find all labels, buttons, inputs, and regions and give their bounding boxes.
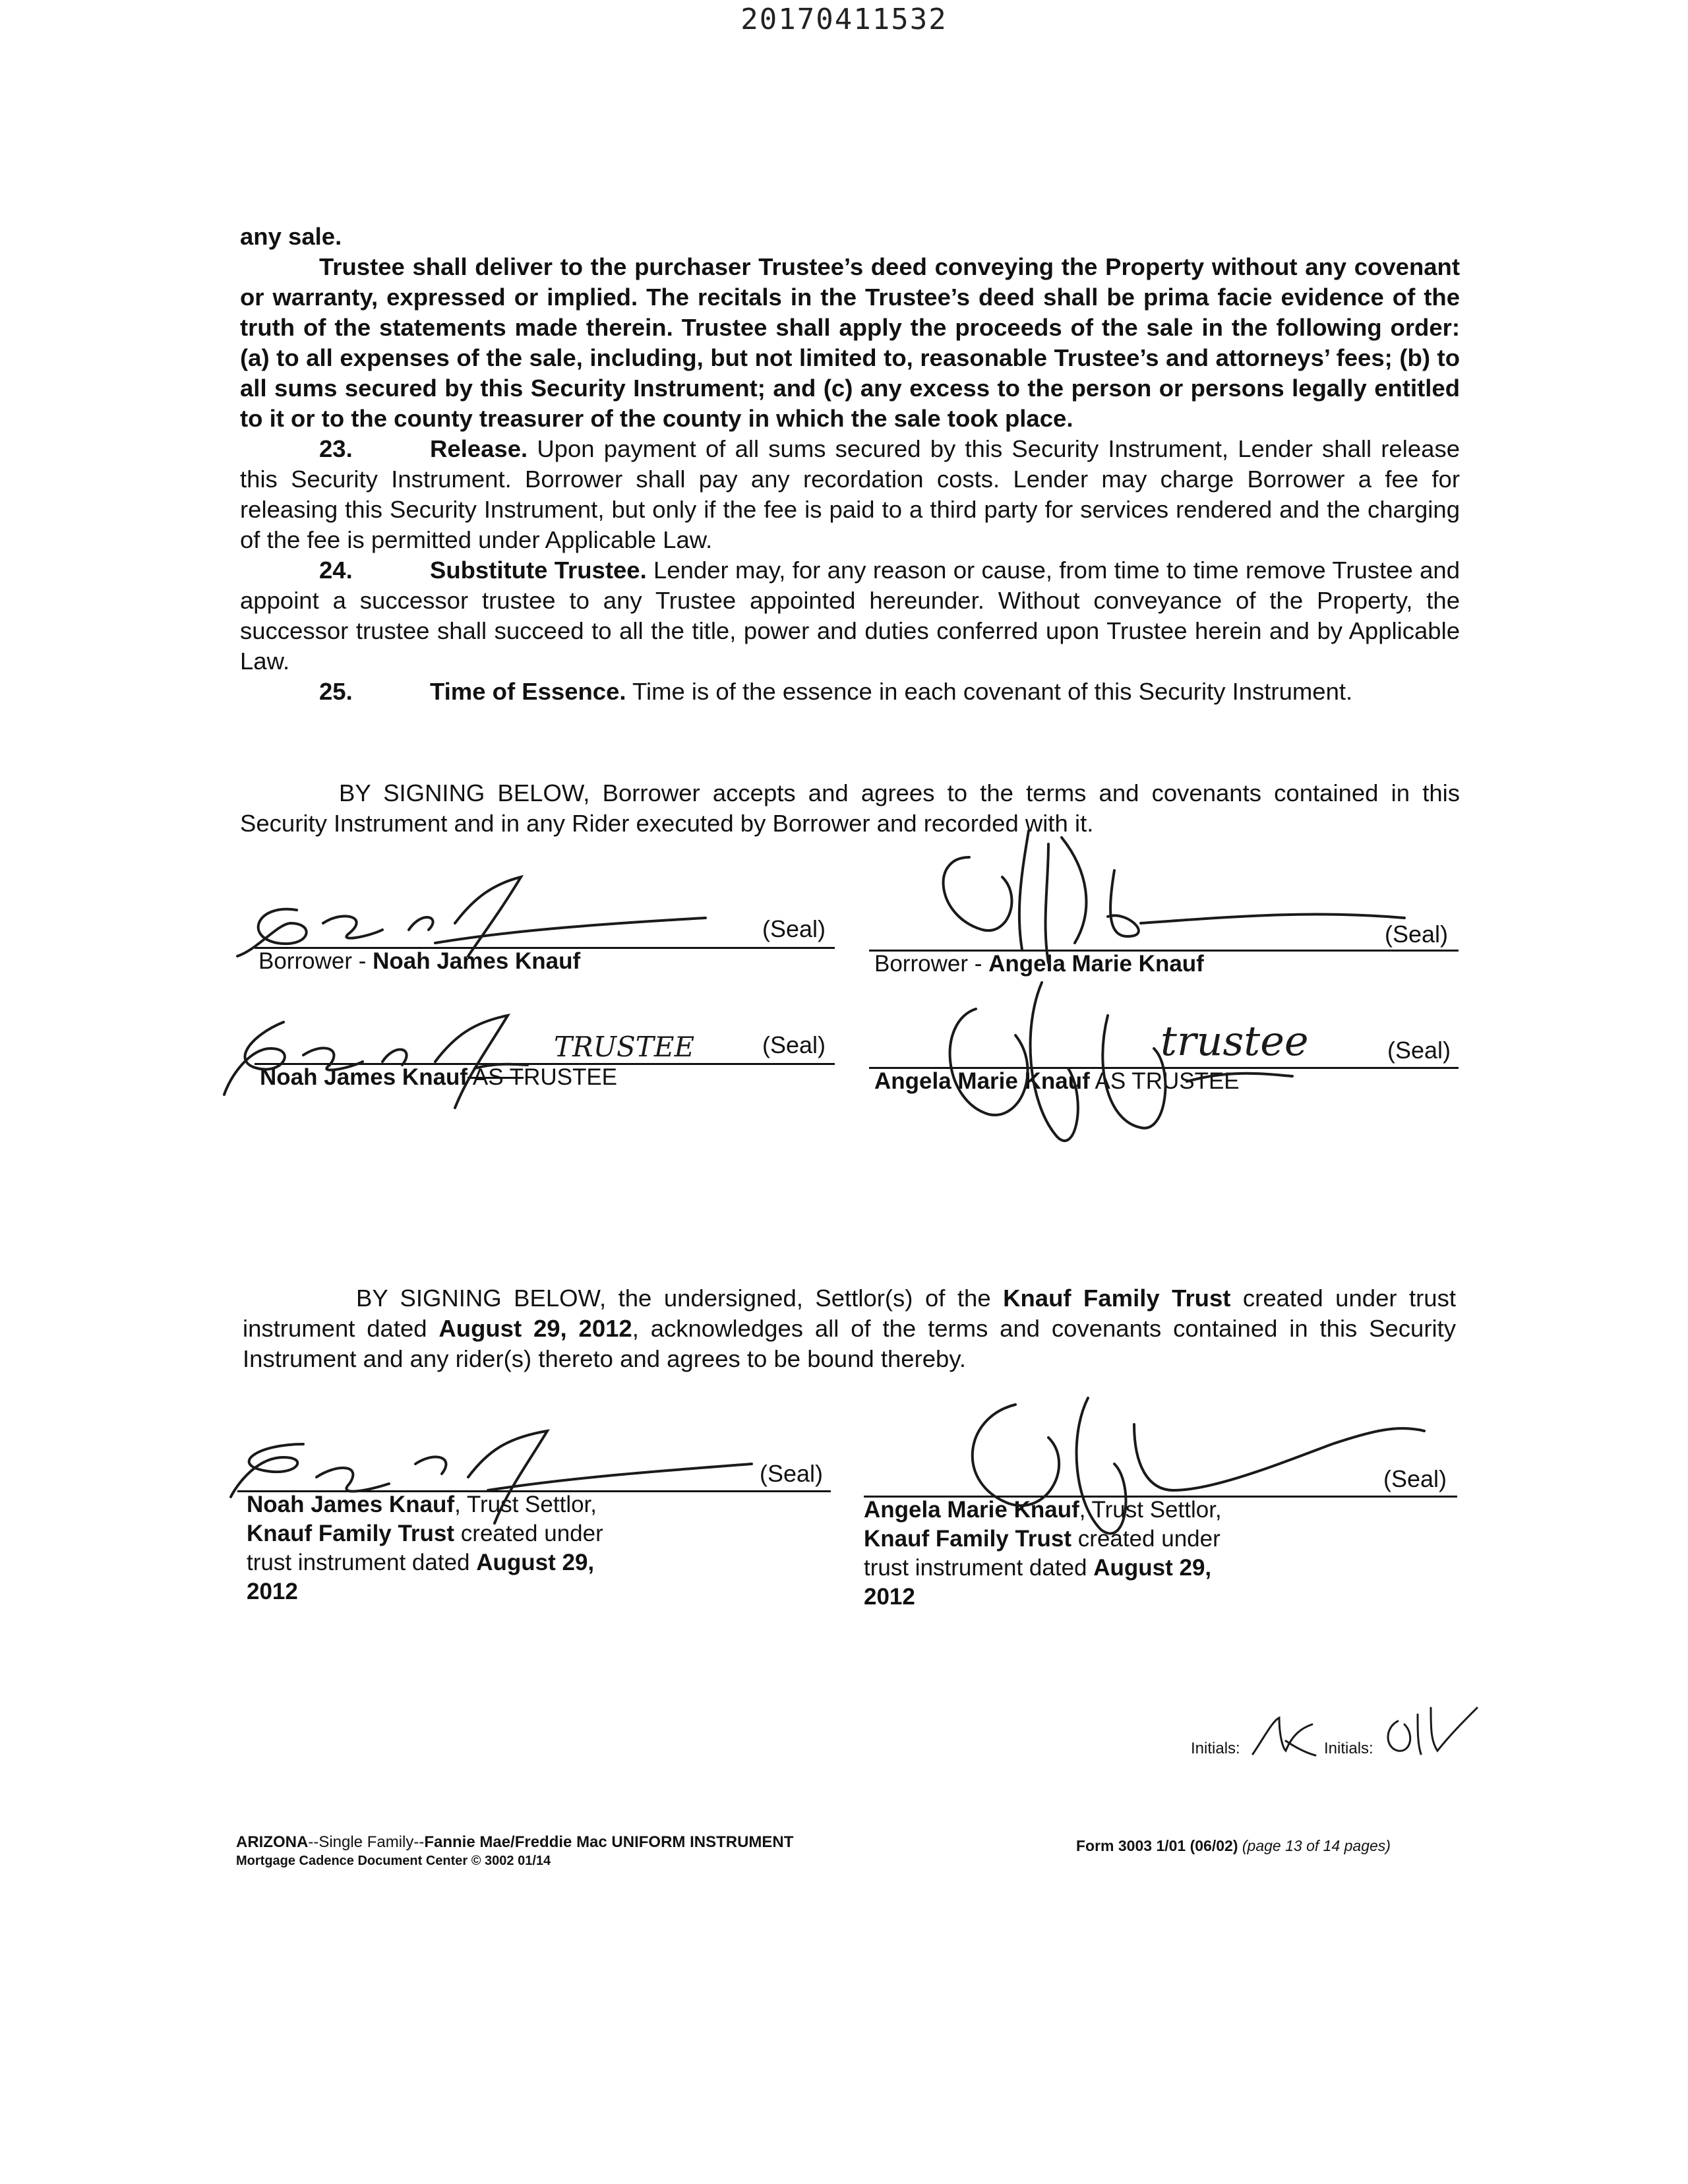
seal-label: (Seal) — [762, 1031, 826, 1058]
initials-mark-2 — [1378, 1695, 1484, 1761]
section-title: Time of Essence. — [430, 678, 626, 705]
trust-date: August 29, 2012 — [438, 1315, 632, 1342]
initials-label-2: Initials: — [1324, 1740, 1373, 1757]
created-under: created under — [454, 1521, 603, 1546]
footer-document-center: Mortgage Cadence Document Center © 3002 01/14 — [236, 1854, 551, 1868]
section-number: 25. — [319, 678, 353, 705]
by-signing-borrower: BY SIGNING BELOW, Borrower accepts and agrees to the terms and covenants contained in this Security Instrument and in any Rider executed by Borrower and recorded with it. — [240, 779, 1460, 837]
trustee-name: Angela Marie Knauf — [874, 1068, 1090, 1094]
paragraph-trustee-deed: Trustee shall deliver to the purchaser Trustee’s deed conveying the Property without any covenant or warranty, expressed or implied. The recitals in the Trustee’s deed shall be prima facie evidence of the truth of the statements made therein. Trustee shall apply the proceeds of the sale in the following order: (a) to all expenses of the sale, including, but not limited to, reasonable Trustee’s and attorneys’ fees; (b) to all sums secured by this Security Instrument; and (c) any excess to the person or persons legally entitled to it or to the county treasurer of the county in which the sale took place. — [240, 253, 1460, 432]
ack-text: BY SIGNING BELOW, the undersigned, Settlor(s) of the — [356, 1285, 1004, 1312]
section-text: Upon payment of all sums secured by this Security Instrument, Lender shall release this Security Instrument. Borrower shall pay any recordation costs. Lender may charge Borrower a fee for releasing this Security Instrument, but only if the fee is paid to a third party for services rendered and the charging of the fee is permitted under Applicable Law. — [240, 435, 1460, 553]
seal-label: (Seal) — [762, 915, 826, 942]
trustee-suffix: AS TRUSTEE — [1089, 1068, 1240, 1094]
initials-mark-1 — [1246, 1714, 1319, 1761]
footer-instrument: Fannie Mae/Freddie Mac UNIFORM INSTRUMENT — [424, 1833, 794, 1851]
by-signing-settlors — [243, 1283, 1456, 1374]
footer-left — [236, 1833, 793, 1870]
trust-name: Knauf Family Trust — [247, 1521, 455, 1546]
trust-name: Knauf Family Trust — [864, 1526, 1072, 1552]
dated-prefix: trust instrument dated — [247, 1550, 477, 1575]
section-24 — [240, 555, 1460, 677]
seal-label: (Seal) — [1387, 1037, 1451, 1064]
trust-name: Knauf Family Trust — [1003, 1285, 1231, 1312]
dated-prefix: trust instrument dated — [864, 1555, 1094, 1581]
trustee-suffix: RUSTEE — [524, 1064, 618, 1090]
seal-label: (Seal) — [1385, 921, 1449, 948]
initials-label-1: Initials: — [1191, 1740, 1240, 1757]
seal-label: (Seal) — [1383, 1465, 1447, 1492]
section-text: Lender may, for any reason or cause, from time to time remove Trustee and appoint a successor trustee to any Trustee appointed hereunder. Without conveyance of the Property, the successor trustee shall succeed to all the title, power and duties conferred upon Trustee herein and by Applicable Law. — [240, 557, 1460, 675]
dated-year: 2012 — [864, 1584, 915, 1610]
section-title: Substitute Trustee. — [430, 557, 647, 584]
seal-label: (Seal) — [760, 1460, 824, 1487]
settlor-acknowledgement — [243, 1283, 1456, 1374]
dated-date: August 29, — [476, 1550, 595, 1575]
section-title: Release. — [430, 435, 528, 462]
borrower-prefix: Borrower - — [874, 951, 989, 977]
document-body — [240, 222, 1460, 707]
settlor-role: , Trust Settlor, — [454, 1492, 597, 1517]
ack-text: , acknowledges all of the terms and covenants contained in this Security Instrument and any rider(s) thereto and agrees to be bound thereby. — [243, 1315, 1456, 1372]
borrower-name: Angela Marie Knauf — [988, 951, 1204, 977]
struck-text: AS T — [467, 1064, 524, 1090]
section-number: 23. — [319, 435, 353, 462]
section-number: 24. — [319, 557, 353, 584]
section-text: Time is of the essence in each covenant of this Security Instrument. — [626, 678, 1353, 705]
footer-type: --Single Family-- — [308, 1833, 425, 1851]
section-25 — [240, 677, 1460, 707]
signature-angela-settlor — [936, 1385, 1451, 1556]
handwritten-trustee-1: TRUSTEE — [554, 1031, 695, 1063]
created-under: created under — [1071, 1526, 1221, 1552]
settlor-role: , Trust Settlor, — [1079, 1497, 1222, 1523]
signature-noah-trustee — [211, 1002, 738, 1134]
handwritten-trustee-2: trustee — [1160, 1017, 1309, 1065]
handwritten-trustee-2-mark — [1160, 1002, 1398, 1075]
signature-noah-settlor — [218, 1418, 771, 1536]
footer-state: ARIZONA — [236, 1833, 309, 1851]
dated-date: August 29, — [1093, 1555, 1212, 1581]
borrower-prefix: Borrower - — [258, 948, 373, 974]
footer-pages: (page 13 of 14 pages) — [1242, 1837, 1391, 1854]
signature-noah-borrower — [218, 857, 745, 963]
footer-form: Form 3003 1/01 (06/02) — [1076, 1837, 1238, 1854]
settlor-name: Angela Marie Knauf — [864, 1497, 1079, 1523]
borrower-name: Noah James Knauf — [373, 948, 581, 974]
trustee-name: Noah James Knauf — [260, 1064, 468, 1090]
dated-year: 2012 — [247, 1579, 298, 1604]
section-23 — [240, 434, 1460, 555]
paragraph-any-sale: any sale. — [240, 223, 342, 250]
ack-text: created under trust instrument dated — [243, 1285, 1457, 1342]
footer-right — [1076, 1837, 1391, 1855]
recording-number: 20170411532 — [740, 3, 948, 36]
settlor-name: Noah James Knauf — [247, 1492, 455, 1517]
